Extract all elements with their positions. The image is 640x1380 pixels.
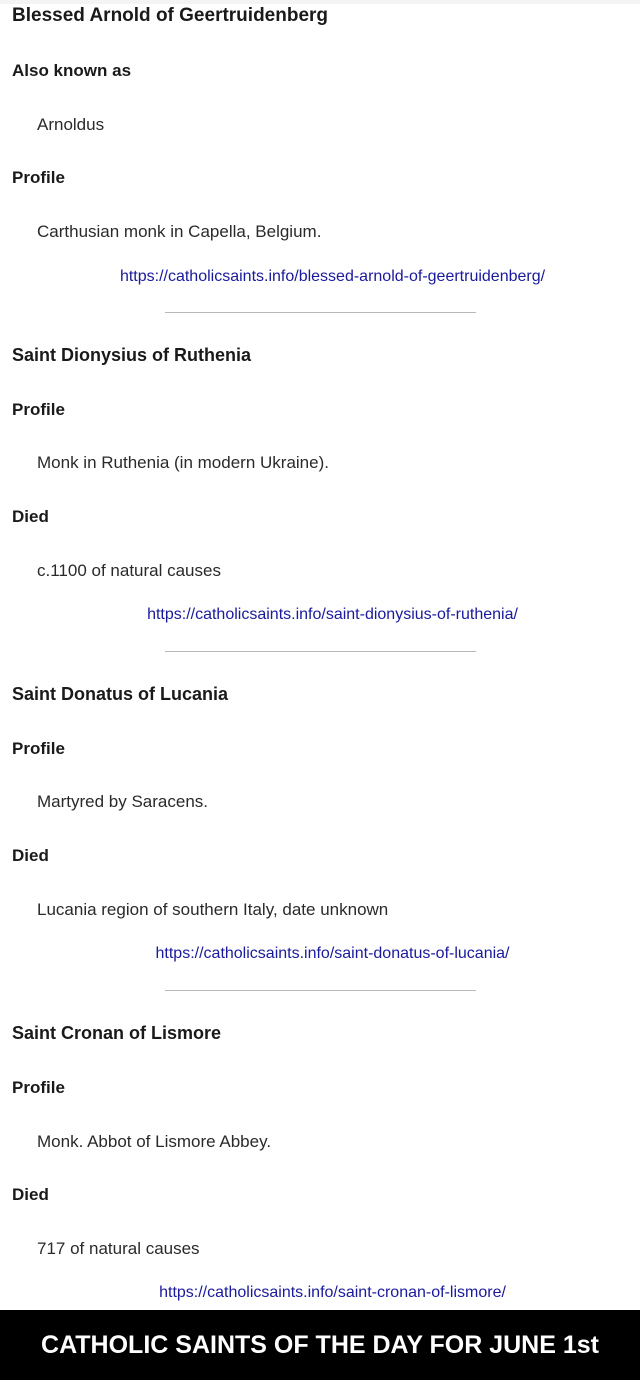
section-text: c.1100 of natural causes bbox=[37, 561, 221, 580]
top-divider bbox=[0, 0, 640, 4]
section-label: Died bbox=[12, 1185, 49, 1204]
entry-title: Saint Cronan of Lismore bbox=[12, 1023, 222, 1043]
section-text: Arnoldus bbox=[37, 115, 105, 134]
entry-title: Saint Dionysius of Ruthenia bbox=[12, 345, 252, 365]
section-label: Profile bbox=[12, 168, 65, 187]
section-text: Monk. Abbot of Lismore Abbey. bbox=[37, 1132, 272, 1151]
source-link[interactable]: https://catholicsaints.info/saint-donatus-of-lucania/ bbox=[155, 945, 510, 962]
section-text: Carthusian monk in Capella, Belgium. bbox=[37, 222, 322, 241]
section-text: Monk in Ruthenia (in modern Ukraine). bbox=[37, 453, 329, 472]
separator-rule bbox=[165, 651, 476, 652]
source-link[interactable]: https://catholicsaints.info/saint-cronan-of-lismore/ bbox=[159, 1284, 506, 1301]
entry-title: Blessed Arnold of Geertruidenberg bbox=[12, 5, 329, 26]
section-label: Died bbox=[12, 846, 49, 865]
section-label: Profile bbox=[12, 739, 65, 758]
caption-banner: CATHOLIC SAINTS OF THE DAY FOR JUNE 1st bbox=[0, 1310, 640, 1380]
section-text: 717 of natural causes bbox=[37, 1239, 200, 1258]
entry-title: Saint Donatus of Lucania bbox=[12, 684, 229, 704]
source-link[interactable]: https://catholicsaints.info/blessed-arnold-of-geertruidenberg/ bbox=[119, 268, 546, 285]
separator-rule bbox=[165, 990, 476, 991]
section-text: Lucania region of southern Italy, date unknown bbox=[37, 900, 389, 919]
section-label: Died bbox=[12, 507, 49, 526]
section-label: Profile bbox=[12, 400, 65, 419]
separator-rule bbox=[165, 312, 476, 313]
section-label: Profile bbox=[12, 1078, 65, 1097]
section-text: Martyred by Saracens. bbox=[37, 792, 209, 811]
section-label: Also known as bbox=[12, 61, 132, 80]
source-link[interactable]: https://catholicsaints.info/saint-dionysius-of-ruthenia/ bbox=[147, 606, 518, 623]
